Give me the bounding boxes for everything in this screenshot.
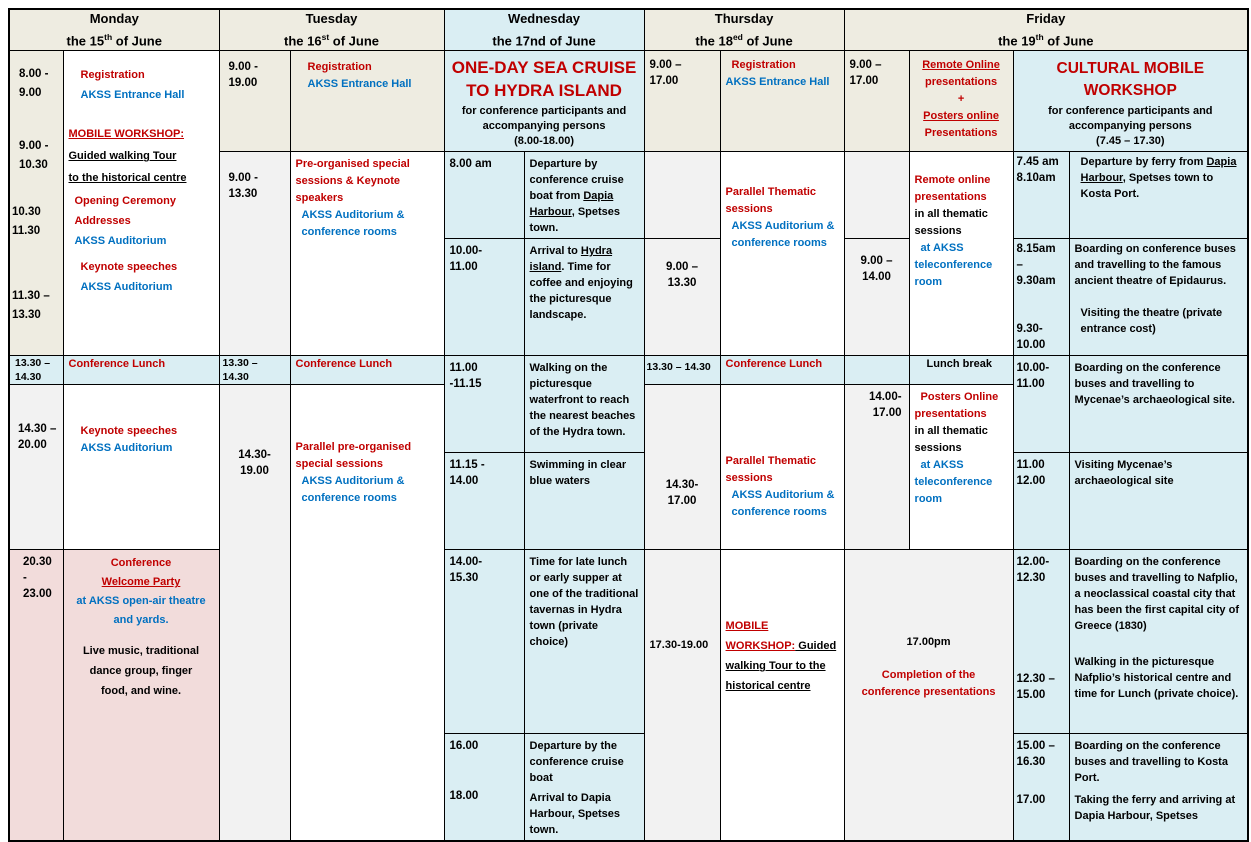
time-label: 14.30- (665, 479, 699, 492)
thursday-mobile-workshop-time-cell (644, 550, 720, 842)
monday-party-title: Welcome Party (101, 576, 181, 589)
wednesday-walking-time-cell (444, 356, 524, 453)
friday-banner-cell (1013, 51, 1248, 152)
thursday-morning-time-cell (644, 239, 720, 356)
monday-date-text: the 15 (66, 33, 105, 49)
thursday-day-title: Thursday (714, 11, 774, 26)
thursday-mobile-workshop-text (726, 616, 839, 696)
plus-sign: + (957, 93, 965, 106)
friday-date-sup: th (1035, 32, 1044, 42)
friday-nafplio-buses-text: Boarding on the conference buses and travelling to Nafplio, a neoclassical coastal city that has been the first capital city of Greece (1830) (1074, 556, 1239, 633)
friday-epidaurus-text: Boarding on conference buses and travelling to the famous ancient theatre of Epidaurus. (1074, 243, 1236, 288)
tuesday-registration-cell (290, 51, 444, 152)
thursday-afternoon-time-cell (644, 385, 720, 550)
wednesday-arrival-time-cell (444, 239, 524, 356)
time-label: 13.30 (12, 309, 41, 322)
time-label: 12.30 (1016, 572, 1046, 585)
wednesday-day-title: Wednesday (508, 11, 581, 26)
underlined-place: Hydra island (529, 245, 613, 274)
tuesday-parallel-sessions-cell (290, 385, 444, 842)
friday-date (847, 28, 1246, 50)
tuesday-sessions-label: Parallel pre-organised (295, 441, 412, 454)
underlined-place: Dapia Harbour (1080, 156, 1237, 185)
tuesday-date-sup: st (321, 32, 330, 42)
friday-posters-time-cell (844, 385, 909, 550)
monday-morning-times-cell (9, 51, 63, 356)
tuesday-parallel-time-cell (219, 385, 290, 842)
time-label: 15.00 (1016, 689, 1046, 702)
program-table (8, 8, 1249, 842)
monday-party-venue: at AKSS open-air theatre (76, 595, 206, 608)
monday-keynote-cell (63, 385, 219, 550)
thursday-sessions-label: sessions (725, 472, 773, 485)
tuesday-sessions-label: sessions & Keynote (295, 175, 401, 188)
tuesday-preorg-time-cell (219, 152, 290, 356)
thursday-date-text: the 18 (695, 33, 733, 49)
thursday-empty-time-cell (644, 152, 720, 239)
time-label: 9.30am (1016, 275, 1056, 288)
time-label: 14.00 (862, 271, 891, 284)
thursday-guided-tour-text: Guided walking Tour to the historical centre (725, 640, 837, 693)
time-label: 12.00- (1016, 556, 1050, 569)
monday-date-sup: th (104, 32, 113, 42)
monday-venue-label: AKSS Auditorium (80, 442, 173, 455)
time-label: -11.15 (449, 378, 482, 391)
tuesday-venue-label: AKSS Auditorium & (301, 209, 405, 222)
tuesday-preorg-sessions-cell (290, 152, 444, 356)
underlined-place: Dapia Harbour (529, 190, 614, 219)
friday-banner-hours: (7.45 – 17.30) (1096, 135, 1165, 148)
wednesday-departure-text (530, 156, 639, 236)
tuesday-registration-time-cell (219, 51, 290, 152)
friday-thematic-label: in all thematic (914, 425, 988, 438)
thursday-lunch-time-cell (644, 356, 720, 385)
time-label: 9.00 – (849, 59, 882, 72)
friday-date-text: the 19 (998, 33, 1036, 49)
friday-ferry-time-cell (1013, 152, 1069, 239)
time-label: 17.30-19.00 (649, 639, 709, 652)
friday-lunch-cell (909, 356, 1013, 385)
time-label: 9.00 - (19, 140, 49, 153)
friday-mycenae-visit-time-cell (1013, 453, 1069, 550)
time-label: 14.30 (15, 371, 42, 384)
wednesday-departure-cell (524, 152, 644, 239)
monday-keynote-time-cell (9, 385, 63, 550)
friday-lunch-time-cell (844, 356, 909, 385)
thursday-venue-label: AKSS Entrance Hall (725, 76, 830, 89)
thursday-mobile-workshop-cell (720, 550, 844, 842)
thursday-lunch-cell (720, 356, 844, 385)
time-label: 9.30- (1016, 323, 1043, 336)
friday-posters-label: Posters Online (920, 391, 999, 404)
wednesday-arrival-text (530, 243, 639, 323)
wednesday-taverna-time-cell (444, 550, 524, 734)
time-label: 10.00 (1016, 339, 1046, 352)
tuesday-venue-label: AKSS Entrance Hall (307, 78, 412, 91)
time-label: 17.00 (1016, 794, 1046, 807)
time-label: 11.15 - (449, 459, 485, 472)
wednesday-banner-title: TO HYDRA ISLAND (466, 81, 622, 101)
friday-remote-online-cell (909, 152, 1013, 356)
thursday-mobile-workshop-title: MOBILE WORKSHOP: (725, 620, 796, 653)
friday-presentations-label: presentations (924, 76, 998, 89)
friday-nafplio-walking-text: Walking in the picturesque Nafplio’s historical centre and time for Lunch (private choice). (1074, 656, 1239, 701)
wednesday-arrival-cell (524, 239, 644, 356)
time-label: 17.00 (849, 75, 879, 88)
time-label: 12.30 – (1016, 673, 1055, 686)
friday-completion-label: Completion of the (881, 669, 976, 682)
thursday-registration-cell (720, 51, 844, 152)
wednesday-date-text: the 17nd of June (492, 33, 596, 49)
friday-date-rest: of June (1043, 33, 1094, 49)
time-label: 13.30 (667, 277, 697, 290)
monday-lunch-label: Conference Lunch (68, 358, 166, 371)
time-label: 8.10am (1016, 172, 1056, 185)
text-run: Departure by ferry from (1080, 156, 1207, 169)
friday-completion-cell (844, 550, 1013, 842)
friday-buses-epidaurus-time-cell (1013, 239, 1069, 356)
thursday-venue-label: AKSS Auditorium & (731, 220, 835, 233)
thursday-venue-label: AKSS Auditorium & (731, 489, 835, 502)
thursday-sessions-label: Parallel Thematic (725, 455, 817, 468)
time-label: 14.00- (449, 556, 483, 569)
friday-online-presentations-cell (909, 51, 1013, 152)
time-label: 17.00 (649, 75, 679, 88)
friday-epidaurus-cell (1069, 239, 1248, 356)
friday-mycenae-visit-cell (1069, 453, 1248, 550)
friday-remote-label: Remote online (914, 174, 991, 187)
friday-mycenae-buses-text: Boarding on the conference buses and travelling to Mycenae’s archaeological site. (1074, 362, 1235, 407)
thursday-registration-label: Registration (731, 59, 796, 72)
time-label: 10.00- (449, 245, 483, 258)
friday-banner-subtitle: for conference participants and (1048, 105, 1213, 118)
wednesday-return-cell (524, 734, 644, 842)
tuesday-venue-label: conference rooms (301, 492, 397, 505)
friday-lunch-break-label: Lunch break (926, 358, 992, 371)
monday-date-rest: of June (112, 33, 162, 49)
friday-ferry-text (1075, 154, 1243, 202)
monday-mobile-workshop-line: to the historical centre (68, 172, 187, 185)
monday-welcome-party-cell (63, 550, 219, 842)
time-label: 14.30- (238, 449, 271, 462)
time-label: 16.00 (449, 740, 479, 753)
time-label: 11.00 (449, 362, 478, 375)
tuesday-sessions-label: special sessions (295, 458, 383, 471)
wednesday-banner-cell (444, 51, 644, 152)
thursday-parallel-sessions2-cell (720, 385, 844, 550)
wednesday-swimming-time-cell (444, 453, 524, 550)
time-label: 7.45 am (1016, 156, 1059, 169)
thursday-date-rest: of June (742, 33, 793, 49)
wednesday-walking-cell (524, 356, 644, 453)
monday-party-details: Live music, traditional (82, 645, 200, 658)
time-label: 8.15am – (1016, 243, 1056, 272)
friday-posters-label: presentations (914, 408, 987, 421)
friday-posters-online-cell (909, 385, 1013, 550)
friday-mycenae-buses-cell (1069, 356, 1248, 453)
thursday-venue-label: conference rooms (731, 506, 827, 519)
tuesday-registration-label: Registration (307, 61, 372, 74)
monday-party-details: dance group, finger (89, 665, 193, 678)
wednesday-taverna-cell (524, 550, 644, 734)
time-label: 10.30 (12, 206, 41, 219)
time-label: 8.00 am (449, 158, 492, 171)
monday-registration-label: Registration (80, 69, 145, 82)
text-run: . Time for coffee and enjoying the picturesque landscape. (529, 261, 633, 322)
time-label: 15.00 – (1016, 740, 1055, 753)
friday-thematic-label: sessions (914, 225, 962, 238)
monday-mobile-workshop-title: MOBILE WORKSHOP: (68, 128, 184, 141)
monday-opening-ceremony-label: Opening Ceremony (74, 195, 176, 208)
time-label: 11.30 (12, 225, 41, 238)
friday-remote-online-label: Remote Online (922, 59, 1000, 72)
wednesday-banner-subtitle: for conference participants and (461, 105, 627, 118)
text-run: , Spetses town. (529, 206, 621, 235)
time-label: 18.00 (449, 790, 479, 803)
time-label: 11.30 – (12, 290, 50, 303)
text-run: Arrival to (529, 245, 581, 258)
friday-thematic-label: sessions (914, 442, 962, 455)
wednesday-walking-text: Walking on the picturesque waterfront to reach the nearest beaches of the Hydra town. (529, 362, 636, 439)
time-label: 12.00 (1016, 475, 1046, 488)
thursday-lunch-label: Conference Lunch (725, 358, 823, 371)
friday-ferry-cell (1069, 152, 1248, 239)
tuesday-lunch-time-cell (219, 356, 290, 385)
time-label: 10.30 (19, 159, 48, 172)
time-label: 14.30 (222, 371, 249, 384)
friday-day-title: Friday (1026, 11, 1066, 26)
wednesday-return-time-cell (444, 734, 524, 842)
time-label: 14.00 (449, 475, 479, 488)
tuesday-date (222, 28, 442, 50)
monday-header (9, 9, 219, 51)
tuesday-sessions-label: speakers (295, 192, 344, 205)
time-label: 11.00 (1016, 378, 1045, 391)
wednesday-banner-subtitle: accompanying persons (482, 120, 606, 133)
text-run: , Spetses town to Kosta Port. (1080, 172, 1214, 201)
friday-venue-label: teleconference (914, 259, 993, 272)
monday-venue-label: AKSS Auditorium (74, 235, 167, 248)
time-label: 8.00 - (19, 68, 49, 81)
friday-empty-time-cell (844, 152, 909, 239)
wednesday-return-departure-text: Departure by the conference cruise boat (529, 740, 624, 785)
friday-completion-label: conference presentations (861, 686, 996, 699)
time-label: 16.30 (1016, 756, 1046, 769)
tuesday-venue-label: AKSS Auditorium & (301, 475, 405, 488)
monday-party-time-cell (9, 550, 63, 842)
wednesday-taverna-text: Time for late lunch or early supper at one of the traditional tavernas in Hydra town (private choice) (529, 556, 639, 649)
friday-banner-title: WORKSHOP (1083, 82, 1177, 100)
monday-party-details: food, and wine. (100, 685, 182, 698)
time-label: 9.00 – (649, 59, 682, 72)
time-label: 20.00 (18, 439, 47, 452)
friday-nafplio-cell (1069, 550, 1248, 734)
friday-theatre-visit-text: Visiting the theatre (private entrance cost) (1080, 307, 1223, 336)
wednesday-banner-title: ONE-DAY SEA CRUISE (451, 58, 637, 78)
tuesday-date-text: the 16 (284, 33, 322, 49)
time-label: 13.30 (228, 188, 258, 201)
thursday-header (644, 9, 844, 51)
friday-venue-label: teleconference (914, 476, 993, 489)
time-label: 13.30 – (15, 357, 51, 370)
friday-nafplio-time-cell (1013, 550, 1069, 734)
wednesday-header (444, 9, 644, 51)
friday-thematic-label: in all thematic (914, 208, 988, 221)
tuesday-day-title: Tuesday (305, 11, 358, 26)
friday-banner-subtitle: accompanying persons (1068, 120, 1192, 133)
monday-day-title: Monday (89, 11, 139, 26)
friday-kosta-buses-text: Boarding on the conference buses and travelling to Kosta Port. (1074, 740, 1228, 785)
friday-venue-label: at AKSS (920, 459, 964, 472)
thursday-sessions-label: sessions (725, 203, 773, 216)
monday-keynote-label: Keynote speeches (80, 261, 178, 274)
text-run: Departure by conference cruise boat from (529, 158, 624, 203)
friday-header (844, 9, 1248, 51)
tuesday-header (219, 9, 444, 51)
wednesday-swimming-cell (524, 453, 644, 550)
time-label: 9.00 - (228, 172, 258, 185)
time-label: 9.00 - (228, 61, 258, 74)
time-label: 19.00 (240, 465, 269, 478)
monday-date (12, 28, 217, 50)
time-label: 17.00 (667, 495, 697, 508)
friday-morning-time-cell (844, 239, 909, 356)
time-label: 23.00 (23, 588, 52, 601)
monday-lunch-time-cell (9, 356, 63, 385)
tuesday-venue-label: conference rooms (301, 226, 397, 239)
friday-remote-label: presentations (914, 191, 987, 204)
tuesday-date-rest: of June (329, 33, 380, 49)
monday-lunch-cell (63, 356, 219, 385)
monday-keynote-label: Keynote speeches (80, 425, 178, 438)
monday-party-title: Conference (110, 557, 172, 570)
wednesday-swimming-text: Swimming in clear blue waters (529, 459, 627, 488)
time-label: 9.00 – (860, 255, 893, 268)
friday-completion-time: 17.00pm (906, 636, 951, 649)
monday-venue-label: AKSS Auditorium (80, 281, 173, 294)
time-label: 9.00 (19, 87, 42, 100)
friday-presentations-time-cell (844, 51, 909, 152)
wednesday-departure-time-cell (444, 152, 524, 239)
tuesday-lunch-label: Conference Lunch (295, 358, 393, 371)
wednesday-banner-hours: (8.00-18.00) (514, 135, 574, 148)
friday-banner-title: CULTURAL MOBILE (1056, 60, 1205, 78)
thursday-venue-label: conference rooms (731, 237, 827, 250)
monday-mobile-workshop-line: Guided walking Tour (68, 150, 177, 163)
time-label: 9.00 – (666, 261, 699, 274)
thursday-date (647, 28, 842, 50)
time-label: 13.30 – 14.30 (646, 361, 711, 374)
wednesday-return-arrival-text: Arrival to Dapia Harbour, Spetses town. (529, 792, 621, 837)
monday-addresses-label: Addresses (74, 215, 131, 228)
time-label: 10.00- (1016, 362, 1050, 375)
friday-presentations-label: Presentations (924, 127, 998, 140)
time-label: 17.00 (872, 407, 902, 420)
time-label: 13.30 – (222, 357, 258, 370)
monday-morning-program-cell (63, 51, 219, 356)
friday-ferry-return-text: Taking the ferry and arriving at Dapia Harbour, Spetses (1074, 794, 1236, 823)
time-label: 19.00 (228, 77, 258, 90)
monday-venue-label: AKSS Entrance Hall (80, 89, 185, 102)
time-label: 20.30 - (23, 556, 52, 585)
friday-mycenae-buses-time-cell (1013, 356, 1069, 453)
thursday-date-sup: ed (732, 32, 743, 42)
thursday-registration-time-cell (644, 51, 720, 152)
tuesday-sessions-label: Pre-organised special (295, 158, 410, 171)
time-label: 14.00- (868, 391, 902, 404)
friday-venue-label: at AKSS (920, 242, 964, 255)
friday-return-time-cell (1013, 734, 1069, 842)
friday-venue-label: room (914, 493, 943, 506)
time-label: 11.00 (1016, 459, 1045, 472)
friday-mycenae-visit-text: Visiting Mycenae’s archaeological site (1074, 459, 1174, 488)
thursday-sessions-label: Parallel Thematic (725, 186, 817, 199)
time-label: 11.00 (449, 261, 478, 274)
tuesday-lunch-cell (290, 356, 444, 385)
thursday-parallel-sessions-cell (720, 152, 844, 356)
time-label: 15.30 (449, 572, 479, 585)
friday-return-cell (1069, 734, 1248, 842)
friday-venue-label: room (914, 276, 943, 289)
time-label: 14.30 – (18, 423, 57, 436)
friday-posters-online-label: Posters online (923, 110, 999, 123)
monday-party-venue: and yards. (113, 614, 169, 627)
wednesday-date (447, 28, 642, 50)
